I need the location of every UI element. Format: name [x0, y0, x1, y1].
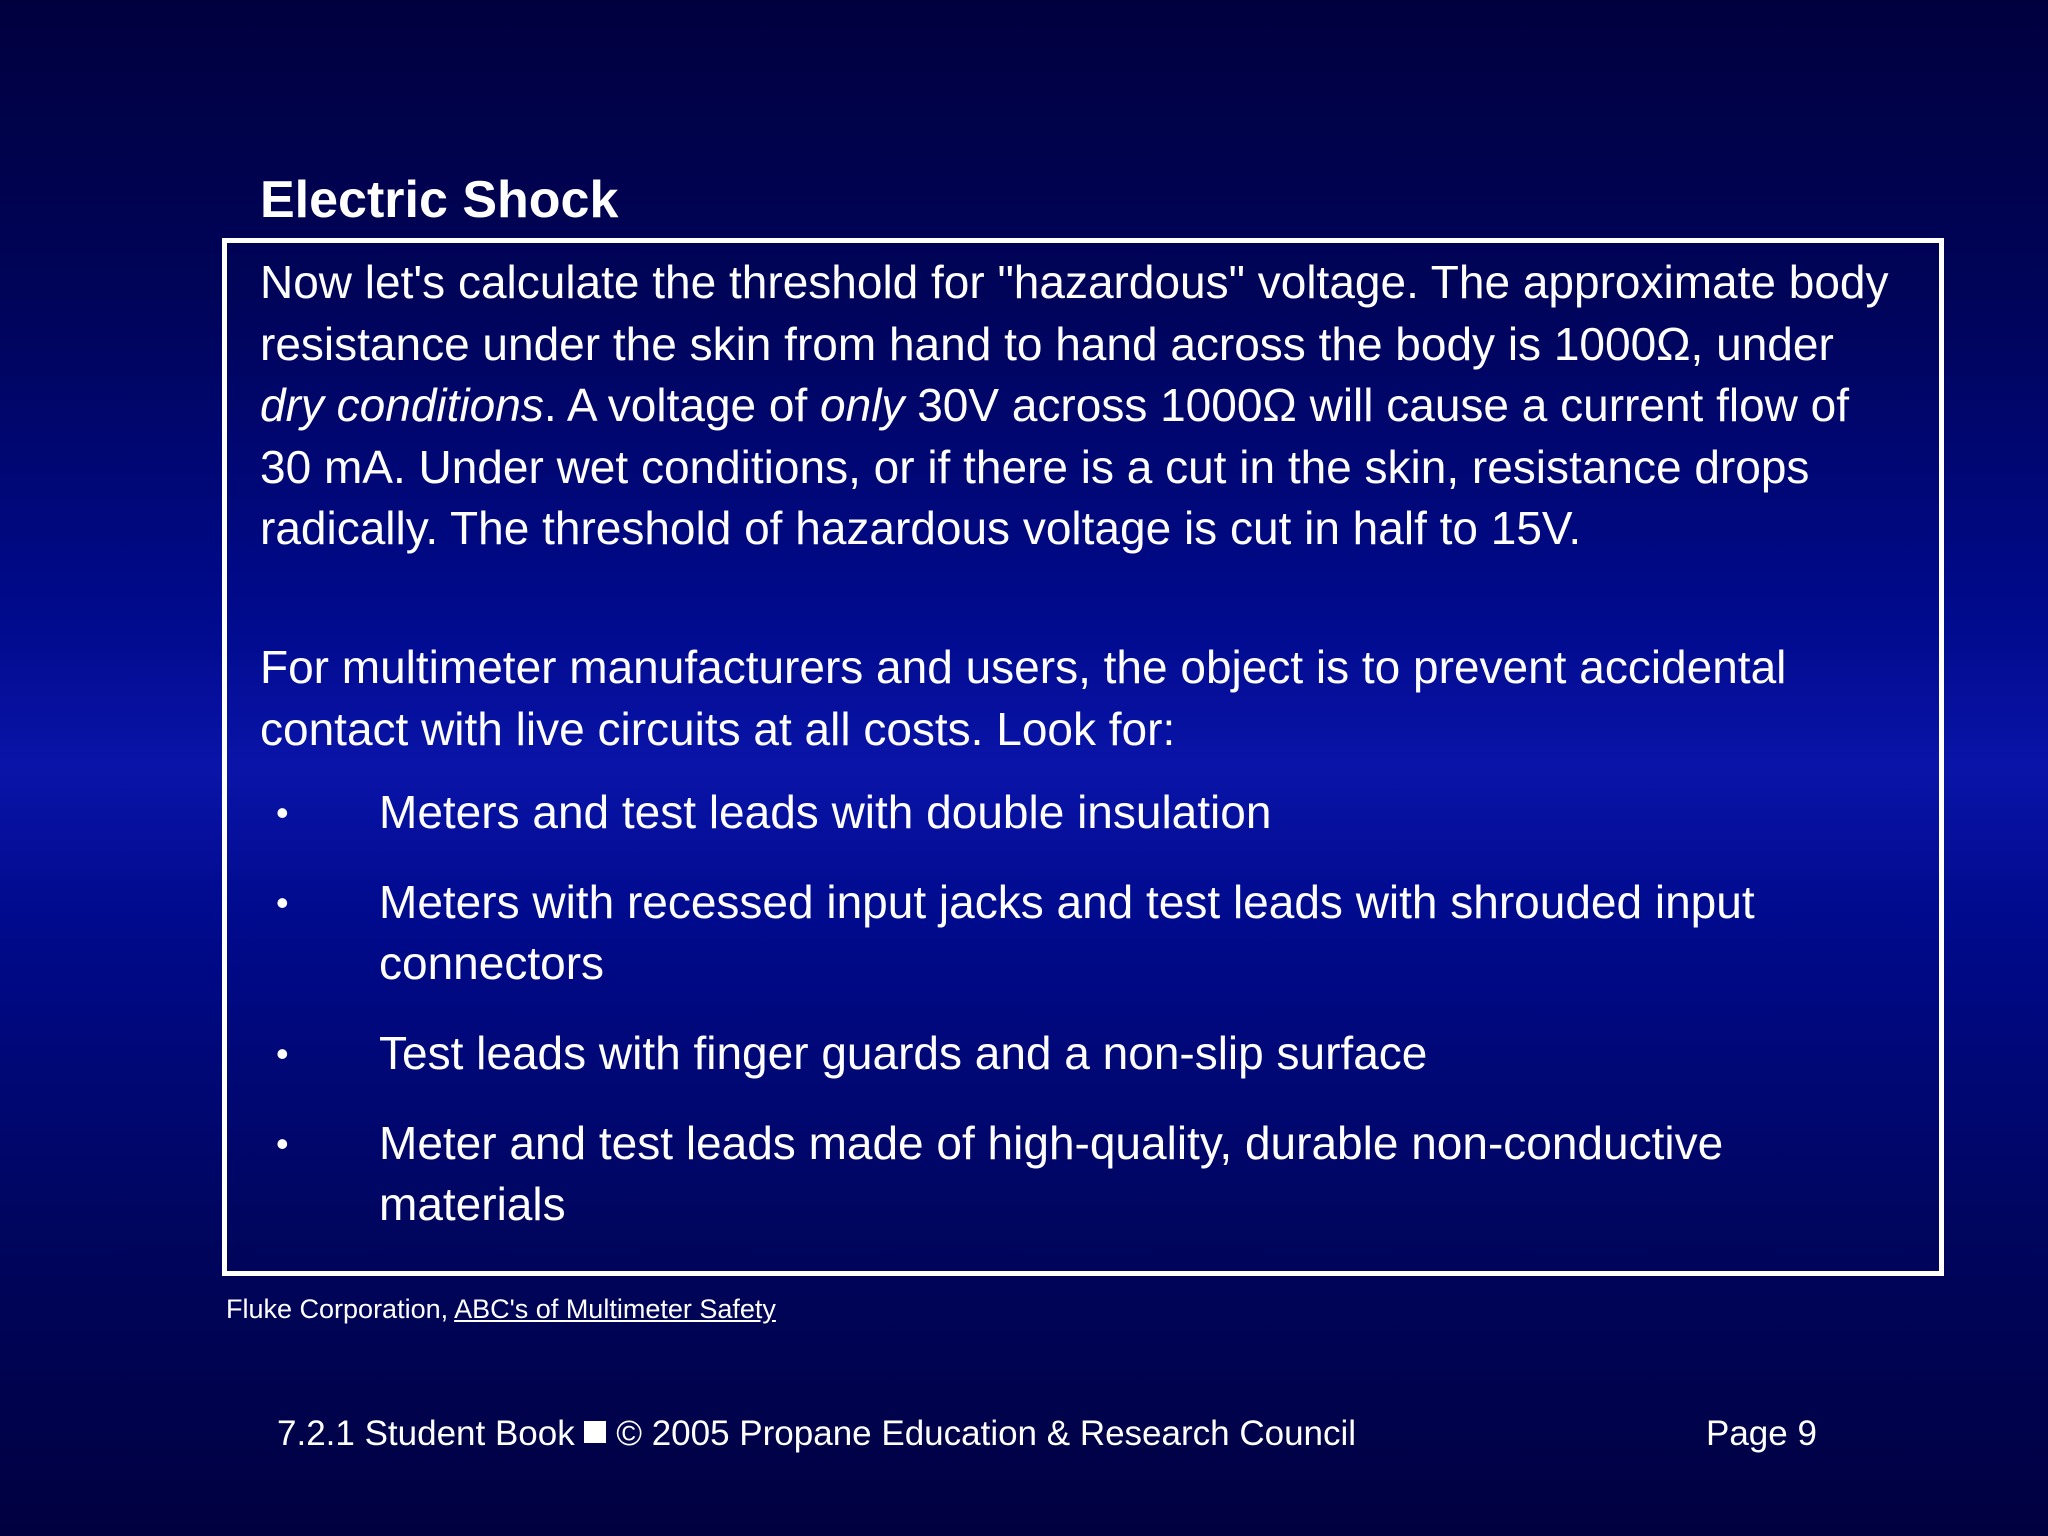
paragraph1-text-3: 30V across 1000Ω will cause a current flow of 30 mA. Under wet conditions, or if there is a cut in the skin, resistance drops radically. The threshold of hazardous voltage is cut in half to 15V. — [260, 379, 1850, 554]
bullet-item — [260, 1023, 1900, 1084]
paragraph-hazard-threshold — [260, 252, 1900, 560]
bullet-icon: • — [276, 882, 289, 923]
source-citation — [226, 1292, 776, 1326]
bullet-icon: • — [276, 1123, 289, 1164]
page-number: Page 9 — [1706, 1414, 1817, 1453]
paragraph1-italic-only: only — [820, 379, 905, 431]
source-link[interactable]: ABC's of Multimeter Safety — [454, 1294, 776, 1324]
bullet-item — [260, 782, 1900, 843]
source-prefix: Fluke Corporation, — [226, 1294, 455, 1324]
square-icon — [584, 1421, 606, 1443]
bullet-item — [260, 1113, 1900, 1235]
bullet-icon: • — [276, 1033, 289, 1074]
bullet-item — [260, 872, 1900, 994]
footer-book-label: 7.2.1 Student Book — [277, 1414, 575, 1453]
bullet-icon: • — [276, 792, 289, 833]
bullet-text: Test leads with finger guards and a non-slip surface — [379, 1027, 1428, 1079]
footer-copyright: © 2005 Propane Education & Research Council — [616, 1414, 1357, 1453]
paragraph-multimeter-advice: For multimeter manufacturers and users, the object is to prevent accidental contact with live circuits at all costs. Look for: — [260, 641, 1787, 755]
paragraph1-italic-dry-conditions: dry conditions — [260, 379, 544, 431]
paragraph1-text-2: . A voltage of — [543, 379, 821, 431]
slide-title: Electric Shock — [260, 171, 619, 229]
bullet-text: Meters with recessed input jacks and test leads with shrouded input connectors — [379, 876, 1755, 989]
bullet-text: Meters and test leads with double insulation — [379, 786, 1272, 838]
footer-book-info — [277, 1413, 1356, 1455]
bullet-list — [260, 782, 1900, 1264]
bullet-text: Meter and test leads made of high-quality, durable non-conductive materials — [379, 1117, 1724, 1230]
paragraph1-text-1: Now let's calculate the threshold for "hazardous" voltage. The approximate body resistance under the skin from hand to hand across the body is 1000Ω, under — [260, 256, 1889, 370]
